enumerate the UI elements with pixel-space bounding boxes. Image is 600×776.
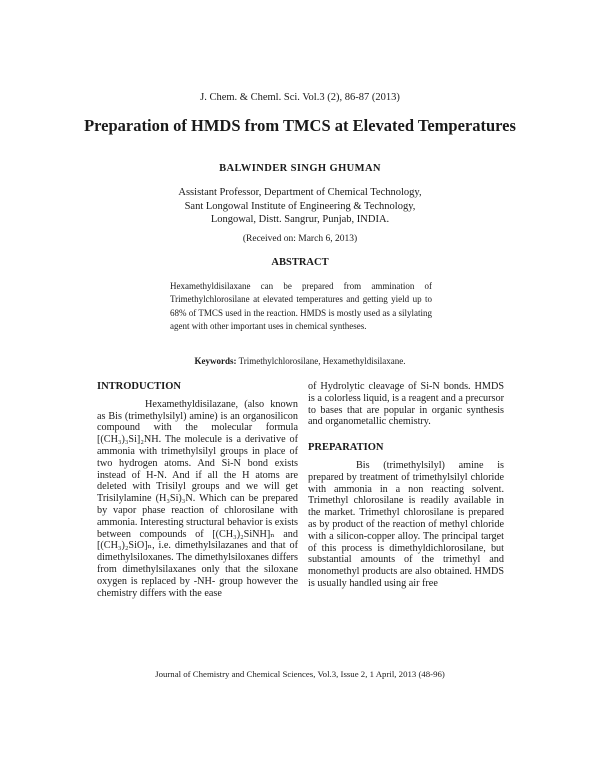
left-column bbox=[97, 381, 298, 599]
affiliation-line: Sant Longowal Institute of Engineering & Technology, bbox=[184, 200, 416, 212]
preparation-heading: PREPARATION bbox=[308, 442, 384, 454]
introduction-heading: INTRODUCTION bbox=[97, 381, 182, 392]
received-date: (Received on: March 6, 2013) bbox=[242, 234, 358, 244]
affiliation-line: Assistant Professor, Department of Chemical Technology, bbox=[178, 187, 422, 198]
journal-citation: J. Chem. & Cheml. Sci. Vol.3 (2), 86-87 (2013) bbox=[200, 92, 400, 103]
affiliation-line: Longowal, Distt. Sangrur, Punjab, INDIA. bbox=[210, 214, 390, 225]
keywords-label: Keywords: bbox=[194, 356, 237, 366]
paper-title: Preparation of HMDS from TMCS at Elevated Temperatures bbox=[84, 116, 516, 135]
author-affiliation bbox=[0, 186, 600, 227]
introduction-paragraph: Hexamethyldisilazane, (also known as Bis (trimethylsilyl) amine) is an organosilicon compound with the molecular formula [(CH₃)₃Si]₂NH. The molecule is a derivative of ammonia with trimethylsilyl groups in place of two hydrogen atoms. And Si-N bond exists instead of H-N. And if all the H atoms are deleted with Trisilyl groups and we will get Trisilylamine (H₃Si)₃N. Which can be prepared by vapor phase reaction of chlorosilane with ammonia. Interesting structural behavior is exists between compounds of [(CH₃)₂SiNH]ₙ and [(CH₃)₂SiO]ₙ, i.e. dimethylsilazanes and that of dimethylsiloxanes. The dimethylsiloxanes differs from dimethylsilaxanes only that the siloxane oxygen is replaced by -NH- group however the chemistry differs with the ease bbox=[97, 398, 298, 599]
introduction-continued: of Hydrolytic cleavage of Si-N bonds. HMDS is a colorless liquid, is a reagent and a precursor to bases that are popular in organic synthesis and organometallic chemistry. bbox=[308, 381, 504, 428]
page-footer: Journal of Chemistry and Chemical Sciences, Vol.3, Issue 2, 1 April, 2013 (48-96) bbox=[155, 669, 445, 679]
abstract-text: Hexamethyldisilaxane can be prepared from ammination of Trimethylchlorosilane at elevated temperatures and getting yield up to 68% of TMCS used in the reaction. HMDS is mostly used as a silylating agent with other important uses in chemical syntheses. bbox=[170, 281, 432, 332]
keywords bbox=[0, 356, 600, 366]
preparation-paragraph: Bis (trimethylsilyl) amine is prepared by treatment of trimethylsilyl chloride with ammonia in a non reacting solvent. Trimethyl chlorosilane is readily available in the market. Trimethyl chlorosilane is prepared as by product of the reaction of methyl chloride with a silicon-copper alloy. The principal target of this process is dimethyldichlorosilane, but substantial amounts of the trimethyl and monomethyl products are also obtained. HMDS is usually handled using air free bbox=[308, 459, 504, 589]
author-name: BALWINDER SINGH GHUMAN bbox=[219, 163, 381, 174]
keywords-text: Trimethylchlorosilane, Hexamethyldisilaxane. bbox=[238, 356, 406, 366]
abstract-heading: ABSTRACT bbox=[271, 257, 329, 268]
right-column bbox=[308, 381, 504, 590]
